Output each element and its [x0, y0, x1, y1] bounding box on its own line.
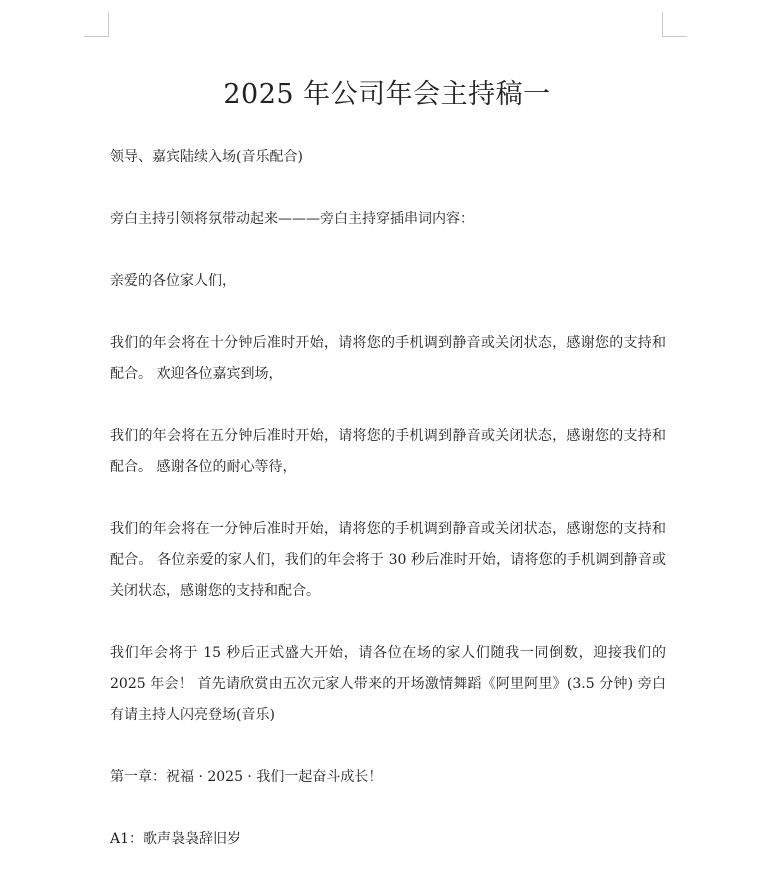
- document-title: 2025 年公司年会主持稿一: [223, 79, 551, 110]
- paragraph-greeting: 亲爱的各位家人们，: [110, 273, 236, 289]
- paragraph-narration-intro: 旁白主持引领将氛带动起来———旁白主持穿插串词内容：: [110, 211, 474, 227]
- paragraph-five-minutes: 我们的年会将在五分钟后准时开始，请将您的手机调到静音或关闭状态，感谢您的支持和配合。 感谢各位的耐心等待，: [110, 428, 666, 475]
- chapter-heading: 第一章：祝福 · 2025 · 我们一起奋斗成长！: [110, 769, 383, 785]
- crop-mark-top-right: [662, 12, 687, 37]
- paragraph-entrance: 领导、嘉宾陆续入场(音乐配合): [110, 149, 303, 165]
- crop-mark-top-left: [84, 12, 109, 37]
- section-a1: A1：歌声袅袅辞旧岁: [110, 831, 242, 847]
- paragraph-ten-minutes: 我们的年会将在十分钟后准时开始，请将您的手机调到静音或关闭状态，感谢您的支持和配合。 欢迎各位嘉宾到场，: [110, 335, 666, 382]
- paragraph-countdown: 我们年会将于 15 秒后正式盛大开始，请各位在场的家人们随我一同倒数，迎接我们的 2025 年会！ 首先请欣赏由五次元家人带来的开场激情舞蹈《阿里阿里》(3.5 分钟) 旁白有请主持人闪亮登场(音乐): [110, 645, 666, 723]
- paragraph-one-minute: 我们的年会将在一分钟后准时开始，请将您的手机调到静音或关闭状态，感谢您的支持和配合。 各位亲爱的家人们，我们的年会将于 30 秒后准时开始，请将您的手机调到静音或关闭状态，感谢您的支持和配合。: [110, 521, 666, 599]
- document-body: [110, 142, 666, 886]
